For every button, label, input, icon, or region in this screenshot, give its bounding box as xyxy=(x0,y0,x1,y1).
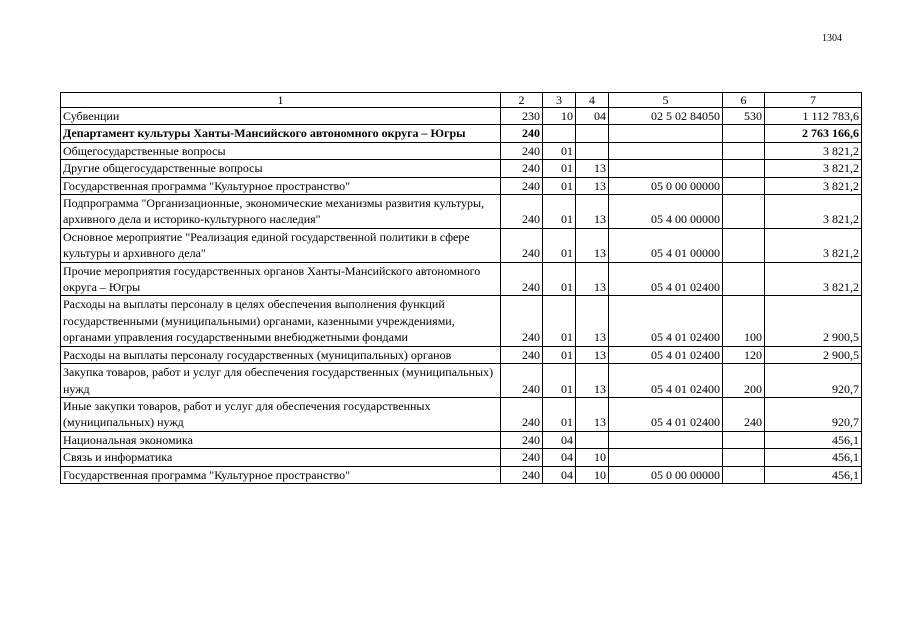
expense-type-cell xyxy=(723,195,765,229)
section-cell: 01 xyxy=(543,142,576,159)
table-row xyxy=(61,262,862,296)
row-name-cell: Связь и информатика xyxy=(61,449,501,466)
column-header: 2 xyxy=(501,93,543,108)
expense-type-cell: 120 xyxy=(723,346,765,363)
subsection-cell: 13 xyxy=(576,364,609,398)
section-cell: 04 xyxy=(543,431,576,448)
target-article-cell: 05 0 00 00000 xyxy=(609,177,723,194)
code-cell: 240 xyxy=(501,296,543,346)
column-header: 1 xyxy=(61,93,501,108)
table-row xyxy=(61,177,862,194)
subsection-cell: 13 xyxy=(576,296,609,346)
target-article-cell xyxy=(609,449,723,466)
expense-type-cell: 100 xyxy=(723,296,765,346)
amount-cell: 2 763 166,6 xyxy=(765,125,862,142)
amount-cell: 3 821,2 xyxy=(765,262,862,296)
column-header-row xyxy=(61,93,862,108)
row-name-cell: Основное мероприятие "Реализация единой государственной политики в сфере культуры и архивного дела" xyxy=(61,228,501,262)
expense-type-cell xyxy=(723,466,765,483)
section-cell: 01 xyxy=(543,296,576,346)
table-row xyxy=(61,466,862,483)
expense-type-cell xyxy=(723,228,765,262)
amount-cell: 3 821,2 xyxy=(765,228,862,262)
section-cell: 10 xyxy=(543,108,576,125)
subsection-cell: 10 xyxy=(576,466,609,483)
row-name-cell: Иные закупки товаров, работ и услуг для обеспечения государственных (муниципальных) нужд xyxy=(61,397,501,431)
subsection-cell xyxy=(576,125,609,142)
page-number: 1304 xyxy=(822,33,842,44)
table-row xyxy=(61,195,862,229)
amount-cell: 3 821,2 xyxy=(765,195,862,229)
row-name-cell: Государственная программа "Культурное пространство" xyxy=(61,466,501,483)
target-article-cell: 05 0 00 00000 xyxy=(609,466,723,483)
expense-type-cell xyxy=(723,125,765,142)
table-row xyxy=(61,160,862,177)
target-article-cell: 05 4 00 00000 xyxy=(609,195,723,229)
amount-cell: 3 821,2 xyxy=(765,142,862,159)
table-row xyxy=(61,296,862,346)
expense-type-cell: 200 xyxy=(723,364,765,398)
expense-type-cell xyxy=(723,160,765,177)
target-article-cell: 05 4 01 02400 xyxy=(609,296,723,346)
budget-table xyxy=(60,92,862,484)
table-row xyxy=(61,397,862,431)
section-cell: 01 xyxy=(543,177,576,194)
section-cell: 01 xyxy=(543,397,576,431)
section-cell: 04 xyxy=(543,466,576,483)
subsection-cell: 13 xyxy=(576,228,609,262)
amount-cell: 456,1 xyxy=(765,466,862,483)
row-name-cell: Общегосударственные вопросы xyxy=(61,142,501,159)
code-cell: 240 xyxy=(501,431,543,448)
subsection-cell: 13 xyxy=(576,262,609,296)
row-name-cell: Расходы на выплаты персоналу государственных (муниципальных) органов xyxy=(61,346,501,363)
code-cell: 240 xyxy=(501,346,543,363)
section-cell: 01 xyxy=(543,346,576,363)
code-cell: 240 xyxy=(501,142,543,159)
subsection-cell: 13 xyxy=(576,346,609,363)
code-cell: 240 xyxy=(501,177,543,194)
column-header: 4 xyxy=(576,93,609,108)
amount-cell: 3 821,2 xyxy=(765,160,862,177)
target-article-cell xyxy=(609,125,723,142)
target-article-cell: 05 4 01 02400 xyxy=(609,346,723,363)
target-article-cell xyxy=(609,142,723,159)
code-cell: 230 xyxy=(501,108,543,125)
subsection-cell: 13 xyxy=(576,160,609,177)
column-header: 7 xyxy=(765,93,862,108)
amount-cell: 2 900,5 xyxy=(765,296,862,346)
code-cell: 240 xyxy=(501,364,543,398)
row-name-cell: Другие общегосударственные вопросы xyxy=(61,160,501,177)
table-row xyxy=(61,125,862,142)
row-name-cell: Прочие мероприятия государственных органов Ханты-Мансийского автономного округа – Югры xyxy=(61,262,501,296)
section-cell: 04 xyxy=(543,449,576,466)
code-cell: 240 xyxy=(501,262,543,296)
code-cell: 240 xyxy=(501,228,543,262)
column-header: 5 xyxy=(609,93,723,108)
target-article-cell: 05 4 01 00000 xyxy=(609,228,723,262)
section-cell: 01 xyxy=(543,195,576,229)
target-article-cell: 05 4 01 02400 xyxy=(609,397,723,431)
column-header: 3 xyxy=(543,93,576,108)
expense-type-cell xyxy=(723,431,765,448)
section-cell: 01 xyxy=(543,364,576,398)
table-row xyxy=(61,346,862,363)
amount-cell: 1 112 783,6 xyxy=(765,108,862,125)
target-article-cell xyxy=(609,431,723,448)
table-row xyxy=(61,364,862,398)
table-row xyxy=(61,108,862,125)
expense-type-cell: 240 xyxy=(723,397,765,431)
section-cell: 01 xyxy=(543,160,576,177)
row-name-cell: Субвенции xyxy=(61,108,501,125)
row-name-cell: Государственная программа "Культурное пространство" xyxy=(61,177,501,194)
amount-cell: 920,7 xyxy=(765,397,862,431)
row-name-cell: Подпрограмма "Организационные, экономические механизмы развития культуры, архивного дела и историко-культурного наследия" xyxy=(61,195,501,229)
expense-type-cell xyxy=(723,142,765,159)
code-cell: 240 xyxy=(501,466,543,483)
code-cell: 240 xyxy=(501,125,543,142)
section-cell: 01 xyxy=(543,262,576,296)
subsection-cell xyxy=(576,142,609,159)
expense-type-cell xyxy=(723,262,765,296)
target-article-cell xyxy=(609,160,723,177)
code-cell: 240 xyxy=(501,397,543,431)
code-cell: 240 xyxy=(501,449,543,466)
amount-cell: 2 900,5 xyxy=(765,346,862,363)
amount-cell: 456,1 xyxy=(765,431,862,448)
column-header: 6 xyxy=(723,93,765,108)
subsection-cell: 04 xyxy=(576,108,609,125)
subsection-cell: 10 xyxy=(576,449,609,466)
section-cell xyxy=(543,125,576,142)
subsection-cell: 13 xyxy=(576,177,609,194)
subsection-cell: 13 xyxy=(576,195,609,229)
amount-cell: 456,1 xyxy=(765,449,862,466)
subsection-cell xyxy=(576,431,609,448)
table-row xyxy=(61,431,862,448)
row-name-cell: Закупка товаров, работ и услуг для обеспечения государственных (муниципальных) нужд xyxy=(61,364,501,398)
table-row xyxy=(61,449,862,466)
table-row xyxy=(61,142,862,159)
code-cell: 240 xyxy=(501,160,543,177)
expense-type-cell xyxy=(723,177,765,194)
row-name-cell: Расходы на выплаты персоналу в целях обеспечения выполнения функций государственными (муниципальными) органами, казенными учреждениями, органами управления государственными внебюджетными фондами xyxy=(61,296,501,346)
section-cell: 01 xyxy=(543,228,576,262)
amount-cell: 3 821,2 xyxy=(765,177,862,194)
target-article-cell: 02 5 02 84050 xyxy=(609,108,723,125)
amount-cell: 920,7 xyxy=(765,364,862,398)
expense-type-cell: 530 xyxy=(723,108,765,125)
code-cell: 240 xyxy=(501,195,543,229)
subsection-cell: 13 xyxy=(576,397,609,431)
row-name-cell: Департамент культуры Ханты-Мансийского автономного округа – Югры xyxy=(61,125,501,142)
target-article-cell: 05 4 01 02400 xyxy=(609,364,723,398)
target-article-cell: 05 4 01 02400 xyxy=(609,262,723,296)
row-name-cell: Национальная экономика xyxy=(61,431,501,448)
table-row xyxy=(61,228,862,262)
expense-type-cell xyxy=(723,449,765,466)
